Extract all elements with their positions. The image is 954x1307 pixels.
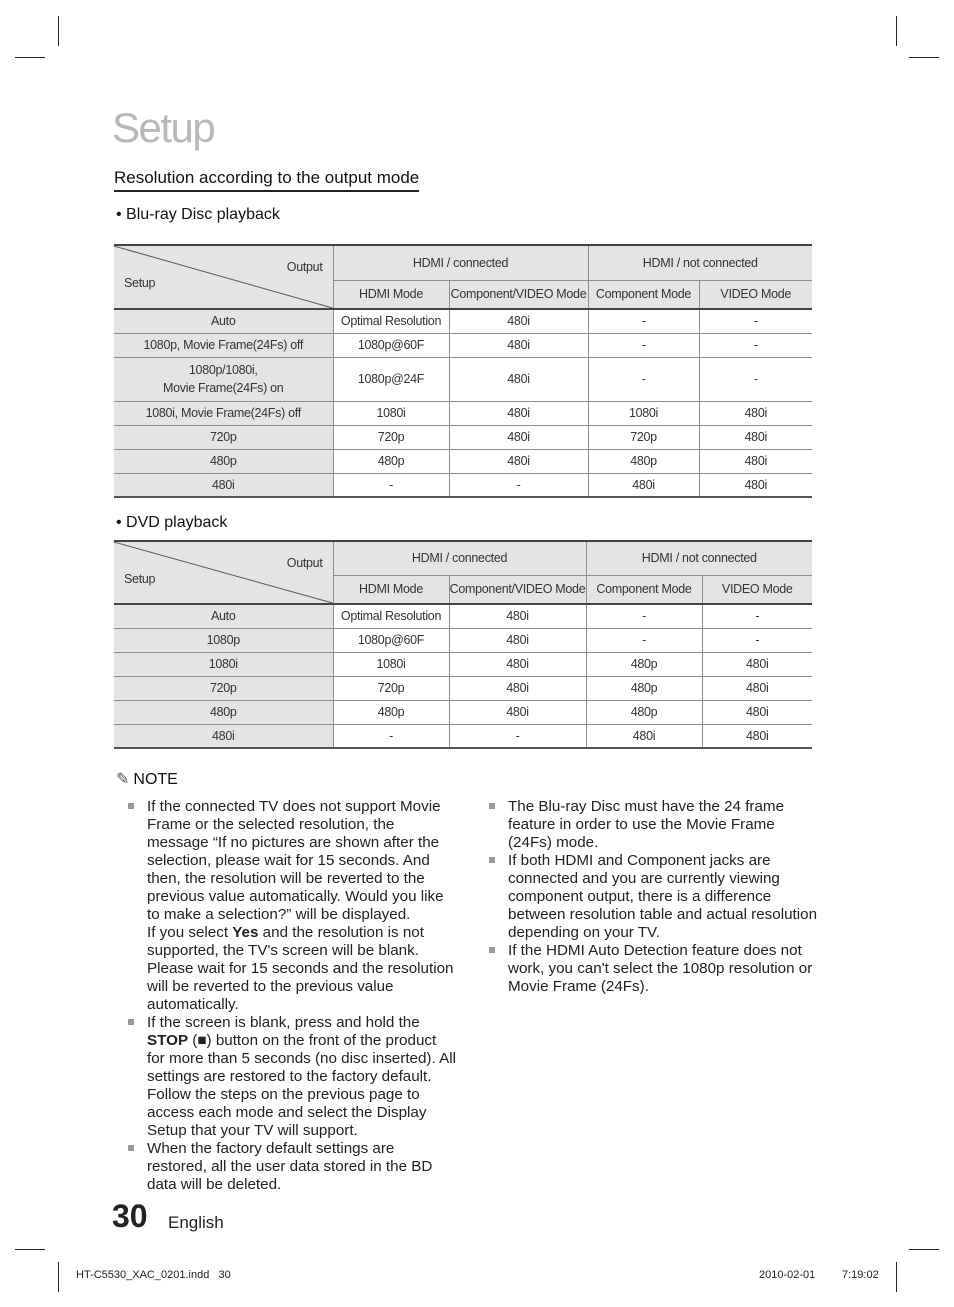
cell-component: - xyxy=(588,309,699,333)
table-row xyxy=(114,604,812,628)
group-hdmi-not-connected: HDMI / not connected xyxy=(586,541,812,575)
row-setup: 720p xyxy=(114,425,333,449)
cell-video: 480i xyxy=(702,724,812,748)
footer-file: HT-C5530_XAC_0201.indd 30 xyxy=(76,1269,231,1281)
note-heading xyxy=(116,769,178,789)
col-component-mode: Component Mode xyxy=(588,280,699,309)
cell-hdmi: 1080i xyxy=(333,401,449,425)
list-item xyxy=(128,1014,458,1140)
cell-video: 480i xyxy=(699,449,812,473)
corner-setup-label: Setup xyxy=(124,572,156,586)
cell-video: - xyxy=(699,357,812,401)
cell-component: - xyxy=(588,357,699,401)
cell-comp-video: 480i xyxy=(449,333,588,357)
group-hdmi-connected: HDMI / connected xyxy=(333,541,586,575)
notes-left xyxy=(128,798,458,1194)
note-text: When the factory default settings are restored, all the user data stored in the BD data will be deleted. xyxy=(147,1140,433,1193)
col-component-video-mode: Component/VIDEO Mode xyxy=(449,575,586,604)
note-bold: Yes xyxy=(232,924,259,941)
note-text: If both HDMI and Component jacks are connected and you are currently viewing component output, there is a difference between resolution table and actual resolution depending on your TV. xyxy=(508,852,818,941)
cell-comp-video: - xyxy=(449,724,586,748)
square-bullet-icon xyxy=(128,1145,134,1151)
crop-mark xyxy=(58,1262,59,1292)
cell-component: 480i xyxy=(588,473,699,497)
note-label: NOTE xyxy=(133,771,178,788)
cell-video: 480i xyxy=(702,652,812,676)
cell-hdmi: 1080i xyxy=(333,652,449,676)
table-row xyxy=(114,449,812,473)
cell-comp-video: 480i xyxy=(449,676,586,700)
cell-component: 480p xyxy=(588,449,699,473)
cell-comp-video: 480i xyxy=(449,309,588,333)
note-text: If the screen is blank, press and hold the xyxy=(147,1014,420,1031)
cell-component: 480p xyxy=(586,652,702,676)
cell-video: 480i xyxy=(699,473,812,497)
cell-hdmi: - xyxy=(333,473,449,497)
row-setup-line1: 1080p/1080i, xyxy=(188,363,258,377)
note-text: If the HDMI Auto Detection feature does not work, you can't select the 1080p resolution or Movie Frame (24Fs). xyxy=(508,942,813,995)
row-setup: Auto xyxy=(114,604,333,628)
cell-hdmi: 1080p@60F xyxy=(333,333,449,357)
corner-output-label: Output xyxy=(286,260,323,274)
square-bullet-icon xyxy=(489,803,495,809)
crop-mark xyxy=(896,1262,897,1292)
footer-time: 7:19:02 xyxy=(842,1269,879,1281)
cell-comp-video: 480i xyxy=(449,604,586,628)
table-row xyxy=(114,357,812,401)
cell-video: - xyxy=(702,628,812,652)
note-bold: STOP xyxy=(147,1032,189,1049)
table-row xyxy=(114,333,812,357)
cell-component: 480i xyxy=(586,724,702,748)
cell-comp-video: - xyxy=(449,473,588,497)
cell-comp-video: 480i xyxy=(449,700,586,724)
cell-comp-video: 480i xyxy=(449,652,586,676)
table-row xyxy=(114,724,812,748)
note-text: The Blu-ray Disc must have the 24 frame feature in order to use the Movie Frame (24Fs) mode. xyxy=(508,798,785,851)
row-setup: 720p xyxy=(114,676,333,700)
cell-hdmi: 480p xyxy=(333,700,449,724)
row-setup: 480i xyxy=(114,473,333,497)
row-setup: 1080p, Movie Frame(24Fs) off xyxy=(114,333,333,357)
row-setup: 1080i, Movie Frame(24Fs) off xyxy=(114,401,333,425)
row-setup: 1080p xyxy=(114,628,333,652)
row-setup-line2: Movie Frame(24Fs) on xyxy=(163,381,284,395)
corner-output-label: Output xyxy=(286,556,323,570)
page-number: 30 xyxy=(112,1198,148,1234)
page-title: Setup xyxy=(112,104,215,151)
cell-hdmi: - xyxy=(333,724,449,748)
stop-icon: ■ xyxy=(197,1032,207,1049)
list-item xyxy=(489,798,819,852)
cell-component: 480p xyxy=(586,700,702,724)
cell-component: 480p xyxy=(586,676,702,700)
crop-mark xyxy=(15,57,45,58)
crop-mark xyxy=(909,1249,939,1250)
cell-comp-video: 480i xyxy=(449,425,588,449)
col-hdmi-mode: HDMI Mode xyxy=(333,280,449,309)
cell-component: - xyxy=(586,628,702,652)
cell-video: - xyxy=(699,333,812,357)
pencil-icon: ✎ xyxy=(116,771,130,788)
cell-component: 720p xyxy=(588,425,699,449)
table-corner-cell xyxy=(114,541,333,604)
list-item xyxy=(489,852,819,942)
bluray-heading: • Blu-ray Disc playback xyxy=(116,206,280,223)
table-row xyxy=(114,425,812,449)
col-component-mode: Component Mode xyxy=(586,575,702,604)
row-setup: 480p xyxy=(114,449,333,473)
row-setup: 480p xyxy=(114,700,333,724)
footer-date: 2010-02-01 xyxy=(759,1269,816,1281)
section-heading: Resolution according to the output mode xyxy=(114,168,419,192)
cell-hdmi: 720p xyxy=(333,425,449,449)
col-hdmi-mode: HDMI Mode xyxy=(333,575,449,604)
dvd-resolution-table xyxy=(114,540,812,749)
cell-hdmi: 1080p@60F xyxy=(333,628,449,652)
note-text: If the connected TV does not support Movie Frame or the selected resolution, the message “If no pictures are shown after the selection, please wait for 15 seconds. And then, the resolution will be reverted to the previous value automatically. Would you like to make a selection?” will be displayed. xyxy=(147,798,444,923)
list-item xyxy=(128,798,458,1014)
crop-mark xyxy=(15,1249,45,1250)
list-item xyxy=(128,1140,458,1194)
square-bullet-icon xyxy=(489,947,495,953)
table-row xyxy=(114,401,812,425)
group-hdmi-connected: HDMI / connected xyxy=(333,245,588,280)
cell-component: - xyxy=(588,333,699,357)
table-row xyxy=(114,309,812,333)
cell-video: 480i xyxy=(699,425,812,449)
row-setup: 480i xyxy=(114,724,333,748)
cell-video: - xyxy=(699,309,812,333)
cell-video: 480i xyxy=(702,700,812,724)
crop-mark xyxy=(896,16,897,46)
table-row xyxy=(114,652,812,676)
col-video-mode: VIDEO Mode xyxy=(699,280,812,309)
row-setup: Auto xyxy=(114,309,333,333)
cell-component: - xyxy=(586,604,702,628)
row-setup: 1080i xyxy=(114,652,333,676)
table-row xyxy=(114,676,812,700)
cell-hdmi: 1080p@24F xyxy=(333,357,449,401)
note-text: If you select xyxy=(147,924,233,941)
col-video-mode: VIDEO Mode xyxy=(702,575,812,604)
list-item xyxy=(489,942,819,996)
note-text: and the resolution is not supported, the TV's screen will be blank. Please wait for 15 seconds and the resolution will be reverted to the previous value automatically. xyxy=(147,924,454,1013)
cell-comp-video: 480i xyxy=(449,449,588,473)
crop-mark xyxy=(58,16,59,46)
cell-hdmi: 480p xyxy=(333,449,449,473)
note-text: ) button on the front of the product for more than 5 seconds (no disc inserted). All settings are restored to the factory default. Follow the steps on the previous page to access each mode and select the Display Setup that your TV will support. xyxy=(147,1032,456,1139)
square-bullet-icon xyxy=(489,857,495,863)
table-row xyxy=(114,700,812,724)
note-text: ( xyxy=(188,1032,198,1049)
col-component-video-mode: Component/VIDEO Mode xyxy=(449,280,588,309)
page-language: English xyxy=(168,1213,224,1232)
bluray-resolution-table xyxy=(114,244,812,498)
table-row xyxy=(114,473,812,497)
cell-comp-video: 480i xyxy=(449,401,588,425)
cell-hdmi: 720p xyxy=(333,676,449,700)
cell-comp-video: 480i xyxy=(449,628,586,652)
row-setup xyxy=(114,357,333,401)
table-row xyxy=(114,628,812,652)
cell-hdmi: Optimal Resolution xyxy=(333,309,449,333)
crop-mark xyxy=(909,57,939,58)
cell-video: 480i xyxy=(702,676,812,700)
group-hdmi-not-connected: HDMI / not connected xyxy=(588,245,812,280)
cell-component: 1080i xyxy=(588,401,699,425)
corner-setup-label: Setup xyxy=(124,276,156,290)
notes-right xyxy=(489,798,819,996)
cell-comp-video: 480i xyxy=(449,357,588,401)
square-bullet-icon xyxy=(128,803,134,809)
table-corner-cell xyxy=(114,245,333,309)
square-bullet-icon xyxy=(128,1019,134,1025)
dvd-heading: • DVD playback xyxy=(116,514,228,531)
cell-video: 480i xyxy=(699,401,812,425)
cell-video: - xyxy=(702,604,812,628)
cell-hdmi: Optimal Resolution xyxy=(333,604,449,628)
